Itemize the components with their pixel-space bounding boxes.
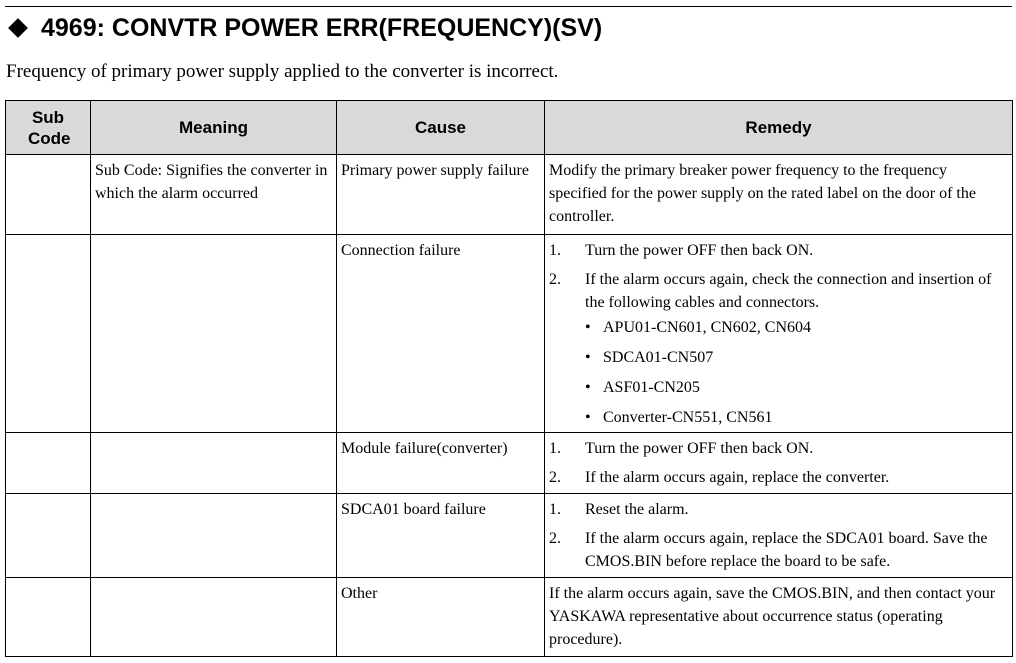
- table-header-row: [6, 101, 1013, 155]
- table-row: [6, 433, 1013, 494]
- remedy-cell: Modify the primary breaker power frequency to the frequency specified for the power supply on the rated label on the door of the controller.: [545, 155, 1013, 235]
- remedy-steps: [549, 498, 1008, 573]
- alarm-table: [5, 100, 1013, 657]
- remedy-step: 2. If the alarm occurs again, replace the converter.: [549, 469, 890, 486]
- sub-code-cell: [6, 578, 91, 657]
- connector-item: • APU01-CN601, CN602, CN604: [585, 316, 1008, 339]
- header-remedy: Remedy: [545, 101, 1013, 155]
- top-rule: [5, 6, 1012, 7]
- cause-cell: SDCA01 board failure: [337, 494, 545, 578]
- sub-code-cell: [6, 494, 91, 578]
- remedy-cell: If the alarm occurs again, save the CMOS.BIN, and then contact your YASKAWA representative about occurrence status (operating procedure).: [545, 578, 1013, 657]
- cause-cell: Module failure(converter): [337, 433, 545, 494]
- table-row: [6, 578, 1013, 657]
- remedy-step: 2. If the alarm occurs again, replace the SDCA01 board. Save the CMOS.BIN before replace the board to be safe.: [549, 530, 988, 570]
- sub-code-cell: [6, 235, 91, 433]
- sub-code-cell: [6, 155, 91, 235]
- header-sub-code: Sub Code: [6, 101, 91, 155]
- table-row: [6, 155, 1013, 235]
- connector-item: • ASF01-CN205: [585, 376, 1008, 399]
- meaning-cell: [91, 235, 337, 433]
- cause-cell: Connection failure: [337, 235, 545, 433]
- alarm-heading: [6, 14, 602, 42]
- remedy-step: 1. Turn the power OFF then back ON.: [549, 440, 814, 457]
- remedy-cell: [545, 235, 1013, 433]
- cause-cell: Other: [337, 578, 545, 657]
- connector-list: [585, 316, 1008, 429]
- bullet-dot-icon: •: [585, 319, 591, 336]
- header-meaning: Meaning: [91, 101, 337, 155]
- remedy-cell: [545, 433, 1013, 494]
- bullet-dot-icon: •: [585, 379, 591, 396]
- cause-cell: Primary power supply failure: [337, 155, 545, 235]
- meaning-cell: [91, 494, 337, 578]
- header-cause: Cause: [337, 101, 545, 155]
- bullet-dot-icon: •: [585, 349, 591, 366]
- remedy-step: 1. Reset the alarm.: [549, 501, 689, 518]
- remedy-cell: [545, 494, 1013, 578]
- meaning-cell: [91, 433, 337, 494]
- alarm-description: Frequency of primary power supply applied to the converter is incorrect.: [6, 61, 559, 82]
- table-row: [6, 235, 1013, 433]
- bullet-dot-icon: •: [585, 409, 591, 426]
- sub-code-cell: [6, 433, 91, 494]
- remedy-steps: [549, 239, 1008, 429]
- remedy-step: 1. Turn the power OFF then back ON.: [549, 242, 814, 259]
- table-row: [6, 494, 1013, 578]
- remedy-step: 2. If the alarm occurs again, check the connection and insertion of the following cables and connectors. • APU01-CN601, CN602, CN604 • SDCA01-CN507 • ASF01-CN205 • Converter-CN551, CN561: [549, 268, 1008, 429]
- connector-item: • Converter-CN551, CN561: [585, 406, 1008, 429]
- connector-item: • SDCA01-CN507: [585, 346, 1008, 369]
- meaning-cell: [91, 578, 337, 657]
- alarm-title: 4969: CONVTR POWER ERR(FREQUENCY)(SV): [41, 14, 603, 42]
- diamond-bullet-icon: [8, 18, 28, 38]
- remedy-steps: [549, 437, 1008, 489]
- meaning-cell: Sub Code: Signifies the converter in which the alarm occurred: [91, 155, 337, 235]
